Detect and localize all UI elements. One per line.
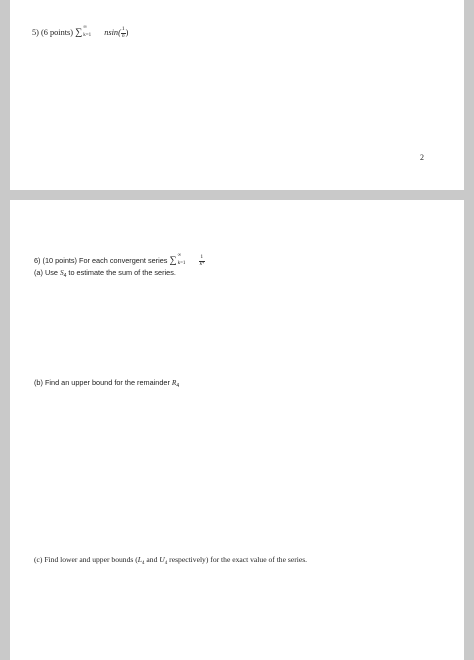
variable-r: R: [171, 378, 177, 387]
fraction-numerator: 1: [200, 254, 204, 260]
question-6c: [34, 556, 307, 566]
variable-l-subscript: 4: [142, 561, 145, 566]
variable-u-subscript: 4: [164, 561, 168, 566]
question-6a-suffix: to estimate the sum of the series.: [68, 268, 176, 277]
page-number: 2: [420, 153, 424, 162]
variable-u: U: [159, 555, 165, 564]
variable-s: S: [59, 268, 64, 277]
question-6a-prefix: (a) Use: [34, 268, 58, 277]
question-6c-and: and: [146, 555, 158, 564]
question-6b: [34, 379, 179, 389]
fraction-denominator: n: [121, 32, 125, 39]
variable-s-subscript: 4: [63, 273, 67, 279]
question-5: [32, 27, 128, 39]
question-6c-suffix: respectively) for the exact value of the series.: [169, 555, 308, 564]
series-close-paren: ): [125, 27, 129, 37]
question-5-label: 5) (6 points): [32, 27, 74, 37]
question-6b-prefix: (b) Find an upper bound for the remainder: [34, 378, 170, 387]
sum-upper-limit: ∞: [83, 25, 87, 30]
fraction-denominator: k⁴: [199, 260, 204, 267]
sum-limits: [177, 253, 199, 266]
variable-r-subscript: 4: [176, 383, 180, 389]
sigma-symbol: ∑: [75, 26, 83, 38]
question-6c-prefix: (c) Find lower and upper bounds (: [34, 555, 138, 564]
sum-limits: [82, 25, 104, 38]
variable-l: L: [137, 555, 142, 564]
series-fraction: [199, 255, 205, 267]
series-term: nsin(: [104, 27, 121, 37]
worksheet-page-1: [10, 0, 464, 190]
question-6a: [34, 269, 176, 279]
sigma-symbol: ∑: [169, 254, 177, 266]
sum-lower-limit: k=1: [83, 33, 92, 38]
question-6: [34, 255, 205, 267]
question-6-label: 6) (10 points) For each convergent series: [34, 255, 168, 265]
fraction-numerator: 1: [121, 26, 125, 32]
sum-lower-limit: k=1: [177, 261, 186, 266]
worksheet-page-2: [10, 200, 464, 660]
sum-upper-limit: ∞: [177, 253, 182, 258]
